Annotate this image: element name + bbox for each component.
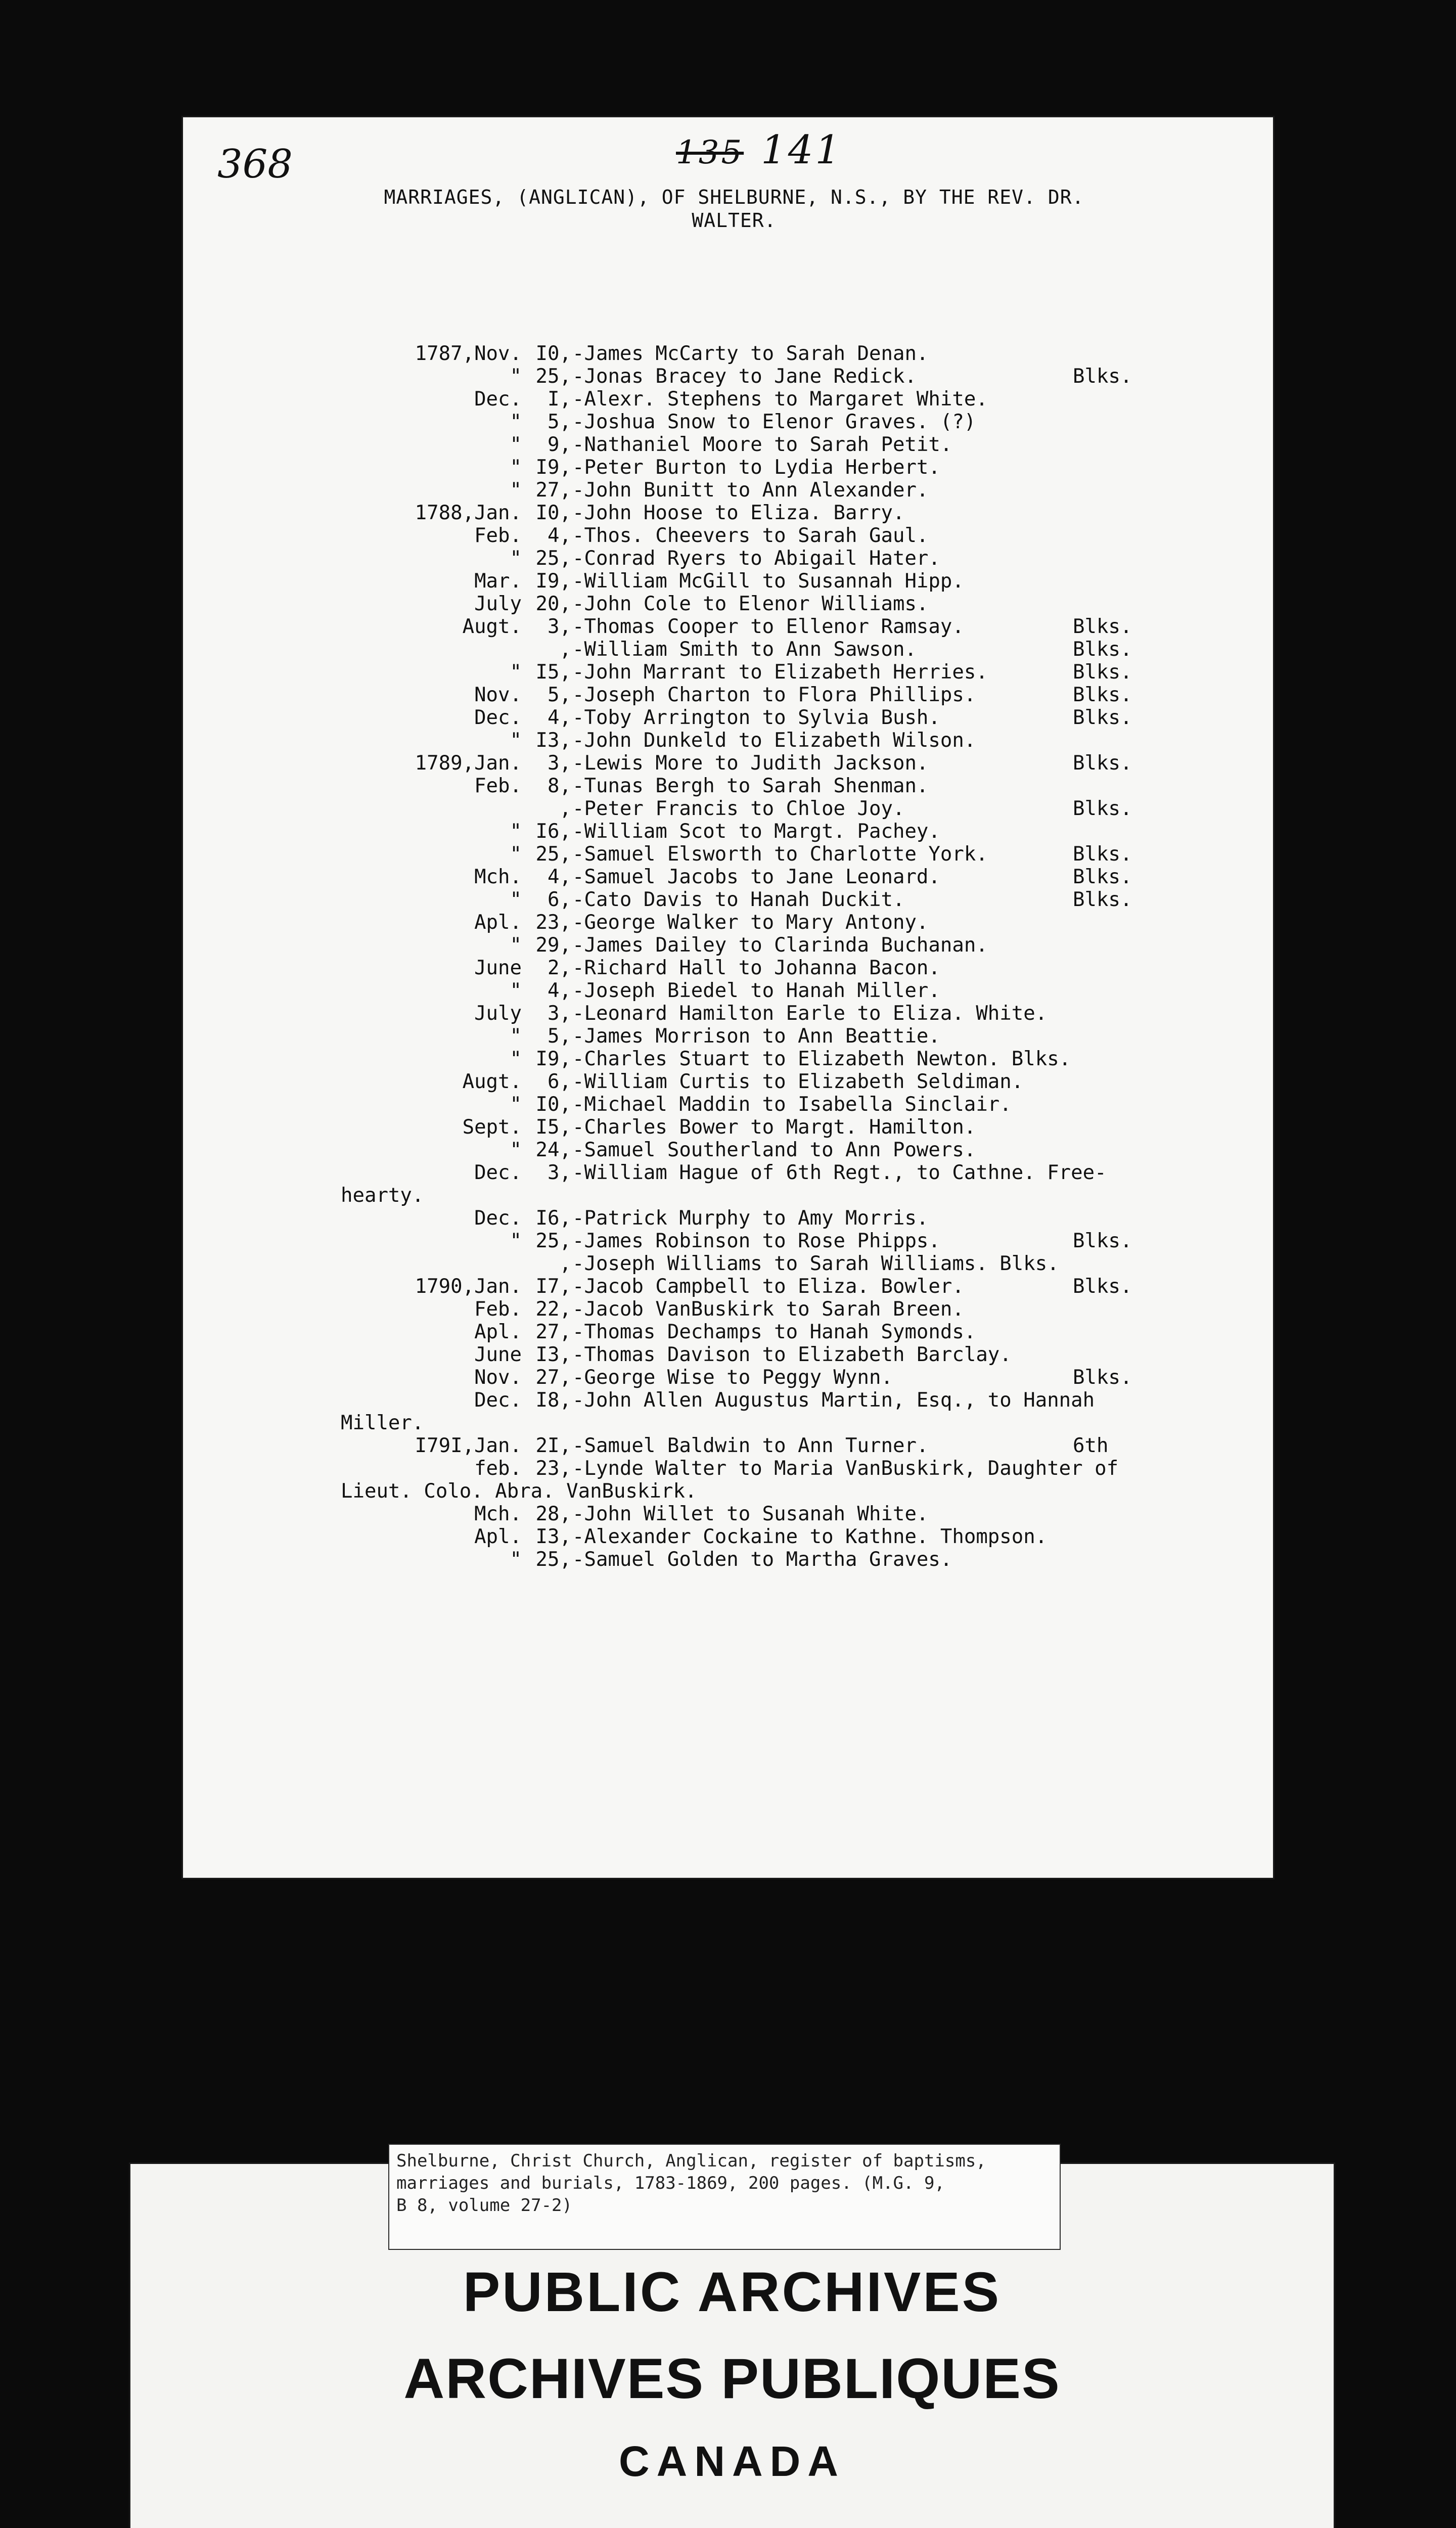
entry-text: -Michael Maddin to Isabella Sinclair. (572, 1093, 1012, 1116)
entry-date: " (510, 1548, 522, 1571)
marriage-entry (341, 1548, 1251, 1571)
entry-note (1073, 1321, 1149, 1343)
entry-date: July (474, 1002, 522, 1025)
entry-day: 29, (535, 934, 571, 957)
entry-day: I9, (535, 1048, 571, 1070)
entry-note: Blks. (1073, 365, 1132, 388)
entry-text: -Joseph Williams to Sarah Williams. Blks. (572, 1252, 1059, 1275)
entry-date (341, 797, 522, 820)
marriage-entry (341, 797, 1251, 820)
entry-day: 25, (535, 1230, 571, 1252)
struck-folio-number: 135 (676, 134, 744, 171)
entry-day: , (559, 1252, 571, 1275)
entry-day: 25, (535, 365, 571, 388)
entry-text: -John Allen Augustus Martin, Esq., to Hannah (572, 1389, 1095, 1412)
entry-note (1073, 1161, 1149, 1184)
entry-text: -James Dailey to Clarinda Buchanan. (572, 934, 988, 957)
entry-text: -Samuel Golden to Martha Graves. (572, 1548, 952, 1571)
entry-day: 27, (535, 1321, 571, 1343)
entry-date: Dec. (474, 388, 522, 411)
marriage-entry (341, 1275, 1251, 1298)
marriage-entry (341, 1093, 1251, 1116)
entry-date: Dec. (474, 1161, 522, 1184)
entry-date: Mar. (474, 570, 522, 593)
entry-text: -William Curtis to Elizabeth Seldiman. (572, 1070, 1024, 1093)
marriage-entry (341, 502, 1251, 524)
entry-note (1073, 342, 1149, 365)
archives-english: PUBLIC ARCHIVES (463, 2261, 1002, 2323)
entry-text: -James Robinson to Rose Phipps. (572, 1230, 940, 1252)
entry-text: -George Wise to Peggy Wynn. (572, 1366, 893, 1389)
marriage-entry (341, 1116, 1251, 1139)
entry-note (1073, 1457, 1149, 1480)
entry-text: -Jacob Campbell to Eliza. Bowler. (572, 1275, 964, 1298)
marriage-entry (341, 1025, 1251, 1048)
entry-day: 4, (548, 979, 571, 1002)
entry-day: 3, (548, 615, 571, 638)
entry-date: " (510, 1048, 522, 1070)
entry-text: -William Smith to Ann Sawson. (572, 638, 917, 661)
entry-date: Nov. (474, 1366, 522, 1389)
entry-text: -Leonard Hamilton Earle to Eliza. White. (572, 1002, 1048, 1025)
entry-note (1073, 1116, 1149, 1139)
marriage-entry (341, 547, 1251, 570)
entry-note (1073, 1525, 1149, 1548)
entry-text: -James McCarty to Sarah Denan. (572, 342, 929, 365)
entry-note (1073, 729, 1149, 752)
entry-day: I5, (535, 1116, 571, 1139)
entry-day: 6, (548, 888, 571, 911)
marriage-entry (341, 524, 1251, 547)
marriage-entries (341, 342, 1251, 1571)
marriage-entry (341, 1048, 1251, 1070)
entry-text: -William Scot to Margt. Pachey. (572, 820, 940, 843)
entry-text: -Tunas Bergh to Sarah Shenman. (572, 775, 929, 797)
register-label (388, 2144, 1061, 2250)
marriage-entry (341, 456, 1251, 479)
entry-day: 3, (548, 752, 571, 775)
entry-note (1073, 1048, 1149, 1070)
marriage-entry (341, 1321, 1251, 1343)
marriage-entry (341, 661, 1251, 684)
entry-note (1073, 775, 1149, 797)
entry-date: I79I,Jan. (415, 1434, 522, 1457)
entry-note (1073, 820, 1149, 843)
entry-date: " (510, 1093, 522, 1116)
title-line-2: WALTER. (692, 209, 777, 232)
archives-french: ARCHIVES PUBLIQUES (403, 2347, 1061, 2410)
entry-note: Blks. (1073, 843, 1132, 866)
entry-note (1073, 957, 1149, 979)
entry-date: " (510, 979, 522, 1002)
entry-text: -John Bunitt to Ann Alexander. (572, 479, 929, 502)
marriage-entry (341, 1457, 1251, 1480)
entry-date: Dec. (474, 1389, 522, 1412)
entry-date: " (510, 934, 522, 957)
entry-note: Blks. (1073, 684, 1132, 706)
entry-day: 2, (548, 957, 571, 979)
entry-note: Blks. (1073, 797, 1132, 820)
entry-date: " (510, 411, 522, 433)
entry-day: 25, (535, 1548, 571, 1571)
entry-note (1073, 570, 1149, 593)
marriage-entry (341, 1366, 1251, 1389)
entry-day: 22, (535, 1298, 571, 1321)
entry-note: 6th (1073, 1434, 1109, 1457)
marriage-entry (341, 911, 1251, 934)
entry-day: 8, (548, 775, 571, 797)
marriage-entry (341, 1503, 1251, 1525)
marriage-entry (341, 706, 1251, 729)
entry-day: , (559, 638, 571, 661)
entry-date: 1788,Jan. (415, 502, 522, 524)
entry-date: " (510, 843, 522, 866)
entry-note (1073, 1002, 1149, 1025)
label-line-2: marriages and burials, 1783-1869, 200 pages. (M.G. 9, (396, 2173, 945, 2193)
marriage-entry (341, 1389, 1251, 1412)
marriage-entry (341, 342, 1251, 365)
entry-text: -William McGill to Susannah Hipp. (572, 570, 964, 593)
entry-continuation: Lieut. Colo. Abra. VanBuskirk. (341, 1480, 697, 1503)
folio-number-left: 368 (217, 142, 293, 187)
marriage-entry (341, 775, 1251, 797)
entry-day: I5, (535, 661, 571, 684)
label-line-1: Shelburne, Christ Church, Anglican, register of baptisms, (396, 2151, 986, 2171)
marriage-entry (341, 684, 1251, 706)
entry-date: Apl. (474, 1321, 522, 1343)
entry-text: -John Hoose to Eliza. Barry. (572, 502, 905, 524)
marriage-entry (341, 1161, 1251, 1184)
marriage-entry (341, 1230, 1251, 1252)
entry-note (1073, 1139, 1149, 1161)
entry-text: -John Willet to Susanah White. (572, 1503, 929, 1525)
entry-day: 3, (548, 1161, 571, 1184)
entry-text: -Charles Bower to Margt. Hamilton. (572, 1116, 976, 1139)
entry-date: Sept. (462, 1116, 522, 1139)
entry-day: I9, (535, 456, 571, 479)
folio-number-top (676, 127, 842, 173)
entry-day: 3, (548, 1002, 571, 1025)
entry-text: -Samuel Southerland to Ann Powers. (572, 1139, 976, 1161)
entry-text: -Cato Davis to Hanah Duckit. (572, 888, 905, 911)
marriage-entry (341, 820, 1251, 843)
entry-note (1073, 1298, 1149, 1321)
marriage-entry (341, 1207, 1251, 1230)
entry-date: Nov. (474, 684, 522, 706)
entry-note (1073, 1252, 1149, 1275)
entry-text: -Conrad Ryers to Abigail Hater. (572, 547, 940, 570)
entry-text: -George Walker to Mary Antony. (572, 911, 929, 934)
marriage-entry (341, 570, 1251, 593)
entry-day: I3, (535, 729, 571, 752)
entry-day: 23, (535, 911, 571, 934)
entry-text: -Samuel Jacobs to Jane Leonard. (572, 866, 940, 888)
entry-date: Dec. (474, 1207, 522, 1230)
entry-day: I8, (535, 1389, 571, 1412)
entry-day: I7, (535, 1275, 571, 1298)
entry-note: Blks. (1073, 1275, 1132, 1298)
entry-note: Blks. (1073, 706, 1132, 729)
entry-note (1073, 433, 1149, 456)
entry-note (1073, 1025, 1149, 1048)
entry-continuation: Miller. (341, 1412, 424, 1434)
entry-text: -Nathaniel Moore to Sarah Petit. (572, 433, 952, 456)
marriage-entry (341, 843, 1251, 866)
entry-continuation: hearty. (341, 1184, 424, 1207)
entry-day: 23, (535, 1457, 571, 1480)
marriage-entry (341, 433, 1251, 456)
entry-text: -Lynde Walter to Maria VanBuskirk, Daughter of (572, 1457, 1119, 1480)
entry-date: Feb. (474, 1298, 522, 1321)
entry-text: -Patrick Murphy to Amy Morris. (572, 1207, 929, 1230)
entry-text: -Thomas Davison to Elizabeth Barclay. (572, 1343, 1012, 1366)
marriage-entry (341, 1343, 1251, 1366)
entry-date: " (510, 456, 522, 479)
entry-text: -Joseph Charton to Flora Phillips. (572, 684, 976, 706)
entry-text: -Jonas Bracey to Jane Redick. (572, 365, 917, 388)
entry-note: Blks. (1073, 1366, 1132, 1389)
marriage-entry (341, 1002, 1251, 1025)
entry-note (1073, 934, 1149, 957)
entry-date: " (510, 1230, 522, 1252)
entry-date: Feb. (474, 524, 522, 547)
entry-date: " (510, 479, 522, 502)
entry-day: I0, (535, 1093, 571, 1116)
entry-note (1073, 1070, 1149, 1093)
label-line-3: B 8, volume 27-2) (396, 2195, 572, 2216)
marriage-entry (341, 1252, 1251, 1275)
entry-note: Blks. (1073, 661, 1132, 684)
entry-day: 28, (535, 1503, 571, 1525)
entry-note: Blks. (1073, 752, 1132, 775)
entry-note: Blks. (1073, 615, 1132, 638)
marriage-entry (341, 934, 1251, 957)
entry-text: -John Marrant to Elizabeth Herries. (572, 661, 988, 684)
entry-note (1073, 1503, 1149, 1525)
entry-note (1073, 593, 1149, 615)
entry-note: Blks. (1073, 1230, 1132, 1252)
entry-note (1073, 1389, 1149, 1412)
entry-date: June (474, 1343, 522, 1366)
entry-note (1073, 502, 1149, 524)
marriage-entry (341, 365, 1251, 388)
entry-note: Blks. (1073, 638, 1132, 661)
document-page (183, 117, 1273, 1878)
entry-day: I3, (535, 1343, 571, 1366)
entry-note (1073, 1343, 1149, 1366)
entry-day: I6, (535, 1207, 571, 1230)
entry-day: I3, (535, 1525, 571, 1548)
entry-day: I6, (535, 820, 571, 843)
entry-text: -Alexr. Stephens to Margaret White. (572, 388, 988, 411)
entry-text: -John Dunkeld to Elizabeth Wilson. (572, 729, 976, 752)
entry-date: " (510, 729, 522, 752)
entry-note (1073, 547, 1149, 570)
marriage-entry (341, 1070, 1251, 1093)
entry-text: -Samuel Baldwin to Ann Turner. (572, 1434, 929, 1457)
marriage-entry (341, 615, 1251, 638)
entry-date: " (510, 433, 522, 456)
entry-day: 9, (548, 433, 571, 456)
entry-date: " (510, 365, 522, 388)
entry-note (1073, 1093, 1149, 1116)
entry-text: -Thomas Cooper to Ellenor Ramsay. (572, 615, 964, 638)
entry-day: 27, (535, 1366, 571, 1389)
archives-card (130, 2151, 1334, 2528)
entry-date: Mch. (474, 866, 522, 888)
entry-note (1073, 1207, 1149, 1230)
entry-day: I0, (535, 502, 571, 524)
entry-text: -Samuel Elsworth to Charlotte York. (572, 843, 988, 866)
entry-note (1073, 979, 1149, 1002)
entry-text: -Alexander Cockaine to Kathne. Thompson. (572, 1525, 1048, 1548)
entry-date: " (510, 547, 522, 570)
entry-day: I9, (535, 570, 571, 593)
entry-note (1073, 388, 1149, 411)
entry-date: 1787,Nov. (415, 342, 522, 365)
entry-day: 25, (535, 843, 571, 866)
marriage-entry (341, 979, 1251, 1002)
entry-day: 4, (548, 524, 571, 547)
marriage-entry (341, 1139, 1251, 1161)
entry-day: 27, (535, 479, 571, 502)
marriage-entry (341, 593, 1251, 615)
marriage-entry (341, 638, 1251, 661)
marriage-entry (341, 957, 1251, 979)
entry-day: , (559, 797, 571, 820)
entry-date: Apl. (474, 1525, 522, 1548)
entry-day: 4, (548, 866, 571, 888)
entry-text: -Richard Hall to Johanna Bacon. (572, 957, 940, 979)
entry-date: " (510, 1139, 522, 1161)
entry-day: 20, (535, 593, 571, 615)
entry-note (1073, 1548, 1149, 1571)
entry-date: " (510, 888, 522, 911)
entry-date: feb. (474, 1457, 522, 1480)
entry-text: -John Cole to Elenor Williams. (572, 593, 929, 615)
marriage-entry (341, 411, 1251, 433)
entry-note: Blks. (1073, 866, 1132, 888)
entry-date: Augt. (462, 1070, 522, 1093)
folio-number: 141 (761, 127, 843, 173)
marriage-entry (341, 888, 1251, 911)
entry-date: 1790,Jan. (415, 1275, 522, 1298)
marriage-entry (341, 1525, 1251, 1548)
entry-date (341, 1252, 522, 1275)
title-line-1: MARRIAGES, (ANGLICAN), OF SHELBURNE, N.S., BY THE REV. DR. (384, 186, 1084, 208)
entry-text: -Toby Arrington to Sylvia Bush. (572, 706, 940, 729)
entry-day: 4, (548, 706, 571, 729)
marriage-entry (341, 388, 1251, 411)
entry-note (1073, 524, 1149, 547)
entry-date: " (510, 661, 522, 684)
entry-day: 24, (535, 1139, 571, 1161)
marriage-entry (341, 752, 1251, 775)
archives-country: CANADA (619, 2437, 845, 2485)
entry-date: " (510, 820, 522, 843)
entry-text: -Lewis More to Judith Jackson. (572, 752, 929, 775)
entry-text: -James Morrison to Ann Beattie. (572, 1025, 940, 1048)
entry-note (1073, 456, 1149, 479)
entry-day: 6, (548, 1070, 571, 1093)
entry-day: 25, (535, 547, 571, 570)
entry-note (1073, 479, 1149, 502)
entry-note (1073, 911, 1149, 934)
entry-text: -William Hague of 6th Regt., to Cathne. Free- (572, 1161, 1107, 1184)
entry-day: 5, (548, 1025, 571, 1048)
entry-date: June (474, 957, 522, 979)
document-title (340, 186, 1128, 232)
entry-date: 1789,Jan. (415, 752, 522, 775)
marriage-entry (341, 479, 1251, 502)
entry-day: I0, (535, 342, 571, 365)
entry-date: Augt. (462, 615, 522, 638)
entry-day: 5, (548, 411, 571, 433)
entry-text: -Jacob VanBuskirk to Sarah Breen. (572, 1298, 964, 1321)
marriage-entry (341, 729, 1251, 752)
entry-text: -Thomas Dechamps to Hanah Symonds. (572, 1321, 976, 1343)
marriage-entry (341, 1434, 1251, 1457)
entry-text: -Charles Stuart to Elizabeth Newton. Blks. (572, 1048, 1071, 1070)
entry-date: Mch. (474, 1503, 522, 1525)
entry-text: -Peter Burton to Lydia Herbert. (572, 456, 940, 479)
entry-text: -Thos. Cheevers to Sarah Gaul. (572, 524, 929, 547)
entry-text: -Joseph Biedel to Hanah Miller. (572, 979, 940, 1002)
entry-text: -Peter Francis to Chloe Joy. (572, 797, 905, 820)
entry-day: 5, (548, 684, 571, 706)
entry-text: -Joshua Snow to Elenor Graves. (?) (572, 411, 976, 433)
entry-date: Feb. (474, 775, 522, 797)
entry-date: Apl. (474, 911, 522, 934)
marriage-entry (341, 866, 1251, 888)
entry-date: Dec. (474, 706, 522, 729)
entry-date (341, 638, 522, 661)
entry-day: 2I, (535, 1434, 571, 1457)
entry-note: Blks. (1073, 888, 1132, 911)
entry-date: " (510, 1025, 522, 1048)
entry-date: July (474, 593, 522, 615)
marriage-entry (341, 1298, 1251, 1321)
entry-day: I, (548, 388, 571, 411)
entry-note (1073, 411, 1149, 433)
